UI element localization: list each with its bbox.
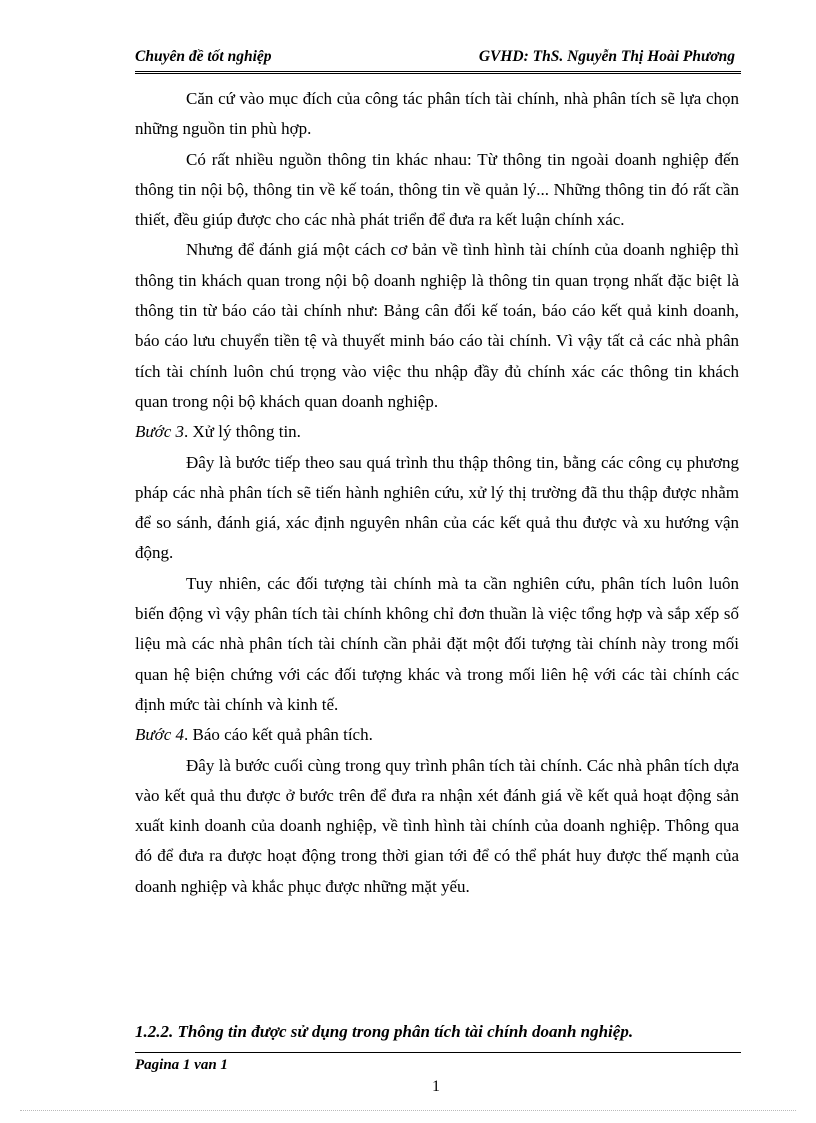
header-title: Chuyên đề tốt nghiệp: [135, 48, 272, 65]
page-header: [135, 48, 741, 72]
step-4-heading: [135, 720, 739, 750]
header-divider: [135, 71, 741, 74]
page-number: 1: [432, 1078, 440, 1095]
footer-pagination: Pagina 1 van 1: [135, 1057, 228, 1073]
step-3-text: . Xử lý thông tin.: [184, 422, 301, 442]
header-advisor: GVHD: ThS. Nguyễn Thị Hoài Phương: [478, 48, 735, 65]
paragraph: Căn cứ vào mục đích của công tác phân tích tài chính, nhà phân tích sẽ lựa chọn những nguồn tin phù hợp.: [135, 89, 739, 139]
paragraph: Đây là bước tiếp theo sau quá trình thu thập thông tin, bằng các công cụ phương pháp các nhà phân tích sẽ tiến hành nghiên cứu, xử lý thị trường đã thu thập được nhằm để so sánh, đánh giá, xác định nguyên nhân của các kết quả thu được và xu hướng vận động.: [135, 452, 739, 563]
paragraph: Đây là bước cuối cùng trong quy trình phân tích tài chính. Các nhà phân tích dựa vào kết quả thu được ở bước trên để đưa ra nhận xét đánh giá về kết quả hoạt động sản xuất kinh doanh của doanh nghiệp, về tình hình tài chính của doanh nghiệp. Thông qua đó để đưa ra được hoạt động trong thời gian tới để có thể phát huy được thế mạnh của doanh nghiệp và khắc phục được những mặt yếu.: [135, 755, 739, 896]
step-3-heading: [135, 417, 739, 447]
paragraph: Nhưng để đánh giá một cách cơ bản về tình hình tài chính của doanh nghiệp thì thông tin khách quan trong nội bộ doanh nghiệp là thông tin quan trọng nhất đặc biệt là thông tin từ báo cáo tài chính như: Bảng cân đối kế toán, báo cáo kết quả kinh doanh, báo cáo lưu chuyển tiền tệ và thuyết minh báo cáo tài chính. Vì vậy tất cả các nhà phân tích tài chính luôn chú trọng vào việc thu nhập đầy đủ chính xác các thông tin khách quan trong nội bộ khách quan doanh nghiệp.: [135, 240, 739, 411]
step-4-text: . Báo cáo kết quả phân tích.: [184, 725, 373, 745]
paragraph: Tuy nhiên, các đối tượng tài chính mà ta cần nghiên cứu, phân tích luôn luôn biến động vì vậy phân tích tài chính không chỉ đơn thuần là việc tổng hợp và sắp xếp số liệu mà các nhà phân tích tài chính cần phải đặt một đối tượng tài chính này trong mối quan hệ biện chứng với các đối tượng khác và trong mối liên hệ với các tài chính các định mức tài chính và kinh tế.: [135, 573, 739, 714]
document-body: [135, 84, 739, 902]
section-heading: 1.2.2. Thông tin được sử dụng trong phân tích tài chính doanh nghiệp.: [135, 1022, 634, 1041]
page-break-dotted-line: [20, 1110, 796, 1111]
paragraph: Có rất nhiều nguồn thông tin khác nhau: Từ thông tin ngoài doanh nghiệp đến thông tin nội bộ, thông tin về kế toán, thông tin về quản lý... Những thông tin đó rất cần thiết, đều giúp được cho các nhà phát triển để đưa ra kết luận chính xác.: [135, 149, 739, 230]
footer-divider: [135, 1052, 741, 1053]
step-4-label: Bước 4: [135, 725, 185, 745]
step-3-label: Bước 3: [135, 422, 185, 442]
